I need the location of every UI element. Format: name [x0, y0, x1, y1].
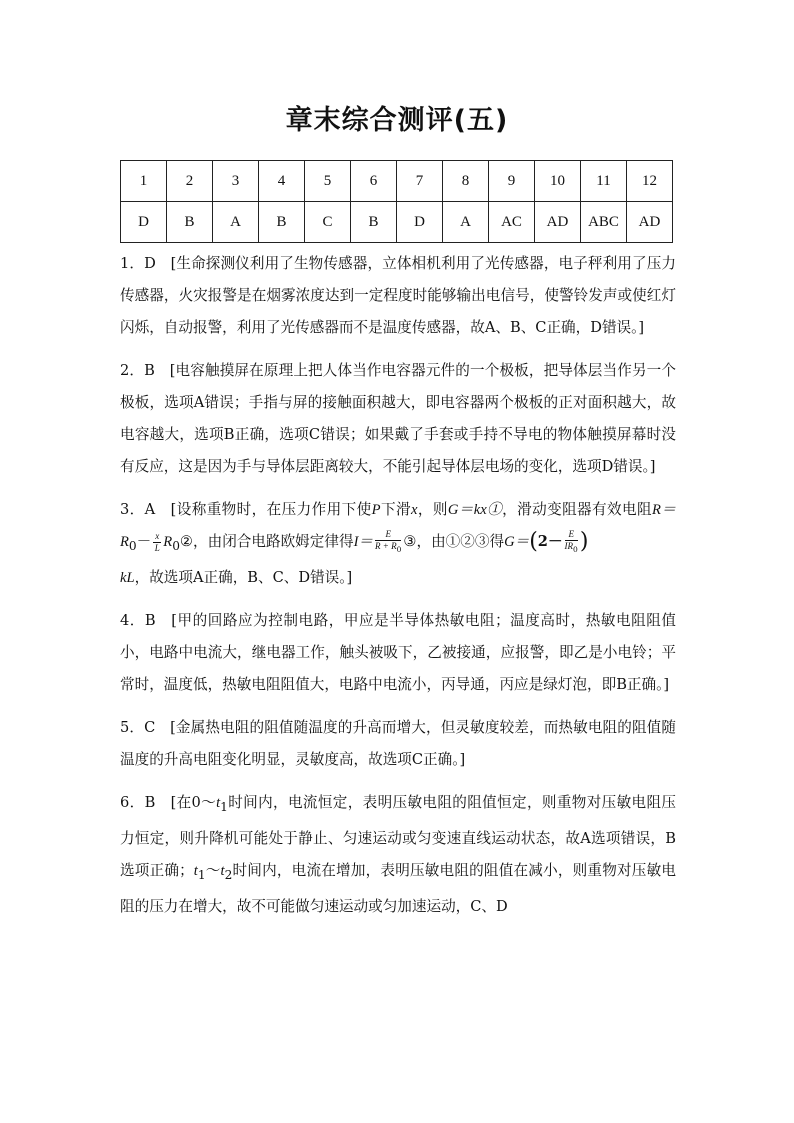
answer-cell: AD	[535, 202, 581, 243]
solution-1: 1．D [生命探测仪利用了生物传感器，立体相机利用了光传感器，电子秤利用了压力传感器，火灾报警是在烟雾浓度达到一定程度时能够输出电信号，使警铃发声或使红灯闪烁，自动报警，利用了光传感器而不是温度传感器，故A、B、C正确，D错误。]	[120, 255, 676, 336]
solutions-body	[120, 248, 676, 934]
fraction-e-over-ir	[565, 529, 578, 555]
question-number-cell: 8	[443, 161, 489, 202]
solution-3-text: ，由①②③得	[416, 533, 505, 550]
operator: －	[136, 533, 152, 550]
answer-cell: D	[397, 202, 443, 243]
solution-3-text: 下滑	[380, 501, 411, 518]
var-t: t	[193, 862, 198, 879]
fraction-x-over-l	[153, 531, 161, 554]
question-number-cell: 6	[351, 161, 397, 202]
solution-6-text: 时间内，电流在增加，表明压敏电阻的阻值在减小，则重物对压敏电阻的压力在增大，故不可能做匀速运动或匀加速运动，C、D	[120, 861, 676, 915]
solution-3-text: ，则	[417, 501, 448, 518]
equation-4: G＝	[504, 534, 530, 550]
answer-cell: AC	[489, 202, 535, 243]
answer-cell: B	[259, 202, 305, 243]
circled-2: ②	[179, 533, 194, 550]
subscript: 0	[396, 544, 402, 554]
var-kl: kL	[120, 569, 135, 586]
question-number-cell: 7	[397, 161, 443, 202]
fraction-denominator: IR	[564, 541, 574, 552]
fraction-numerator: x	[155, 530, 160, 541]
question-number-cell: 10	[535, 161, 581, 202]
question-number-cell: 5	[305, 161, 351, 202]
var-p: P	[371, 502, 381, 518]
subscript: 1	[197, 867, 206, 882]
solution-6	[120, 787, 676, 923]
solution-5: 5．C [金属热电阻的阻值随温度的升高而增大，但灵敏度较差，而热敏电阻的阻值随温度的升高电阻变化明显，灵敏度高，故选项C正确。]	[120, 718, 676, 768]
var-x: x	[410, 502, 418, 518]
solution-3-text: ，滑动变阻器有效电阻	[502, 501, 653, 518]
solution-3-text: 3．A [设称重物时，在压力作用下使	[120, 501, 372, 518]
circled-3: ③	[403, 533, 417, 550]
var-t: t	[220, 862, 225, 879]
subscript: 2	[224, 867, 233, 882]
page-title: 章末综合测评(五)	[285, 105, 509, 136]
subscript: 1	[220, 799, 228, 814]
answer-cell: B	[351, 202, 397, 243]
equation-1: G＝kx①	[447, 502, 503, 518]
solution-3	[120, 494, 676, 594]
answer-cell: D	[121, 202, 167, 243]
fraction-denominator: L	[154, 542, 160, 553]
subscript: 0	[573, 544, 578, 554]
var-r: R	[163, 534, 173, 550]
fraction-numerator: E	[385, 529, 391, 540]
paren-left: (	[529, 529, 538, 554]
question-number-cell: 4	[259, 161, 305, 202]
equation-2: R＝R	[120, 502, 676, 550]
fraction-denominator: R + R	[375, 541, 397, 552]
solution-6-text: 时间内，电流恒定，表明压敏电阻的阻值恒定，则重物对压敏电阻压力恒定，则升降机可能处于静止、匀速运动或匀变速直线运动状态，故A选项错误，B选项正确；	[120, 793, 676, 879]
number-two: 2－	[537, 533, 563, 550]
answer-table	[120, 160, 673, 243]
fraction-numerator: E	[568, 529, 574, 540]
solution-2: 2．B [电容触摸屏在原理上把人体当作电容器元件的一个极板，把导体层当作另一个极板，选项A错误；手指与屏的接触面积越大，即电容器两个极板的正对面积越大，故电容越大，选项B正确，选项C错误；如果戴了手套或手持不导电的物体触摸屏幕时没有反应，这是因为手与导体层距离较大，不能引起导体层电场的变化，选项D错误。]	[120, 362, 676, 475]
question-number-cell: 11	[581, 161, 627, 202]
answer-cell: A	[213, 202, 259, 243]
answer-cell: C	[305, 202, 351, 243]
answer-table-number-row	[121, 161, 673, 202]
operator: ～	[205, 861, 221, 879]
question-number-cell: 3	[213, 161, 259, 202]
solution-6-text: 6．B [在0～	[120, 793, 217, 811]
equation-3: I＝	[353, 534, 374, 550]
solution-3-text: ，故选项A正确，B、C、D错误。]	[134, 568, 353, 586]
subscript: 0	[172, 538, 180, 553]
var-t: t	[216, 794, 221, 811]
question-number-cell: 9	[489, 161, 535, 202]
fraction-e-over-r	[375, 529, 401, 555]
answer-table-answer-row	[121, 202, 673, 243]
question-number-cell: 1	[121, 161, 167, 202]
answer-cell: AD	[627, 202, 673, 243]
question-number-cell: 2	[167, 161, 213, 202]
question-number-cell: 12	[627, 161, 673, 202]
answer-cell: ABC	[581, 202, 627, 243]
solution-4: 4．B [甲的回路应为控制电路，甲应是半导体热敏电阻；温度高时，热敏电阻阻值小，电路中电流大，继电器工作，触头被吸下，乙被接通，应报警，即乙是小电铃；平常时，温度低，热敏电阻阻值大，电路中电流小，丙导通，丙应是绿灯泡，即B正确。]	[120, 611, 676, 693]
subscript: 0	[128, 538, 137, 553]
solution-3-text: ，由闭合电路欧姆定律得	[193, 533, 354, 550]
answer-cell: A	[443, 202, 489, 243]
answer-cell: B	[167, 202, 213, 243]
paren-right: )	[579, 529, 589, 554]
